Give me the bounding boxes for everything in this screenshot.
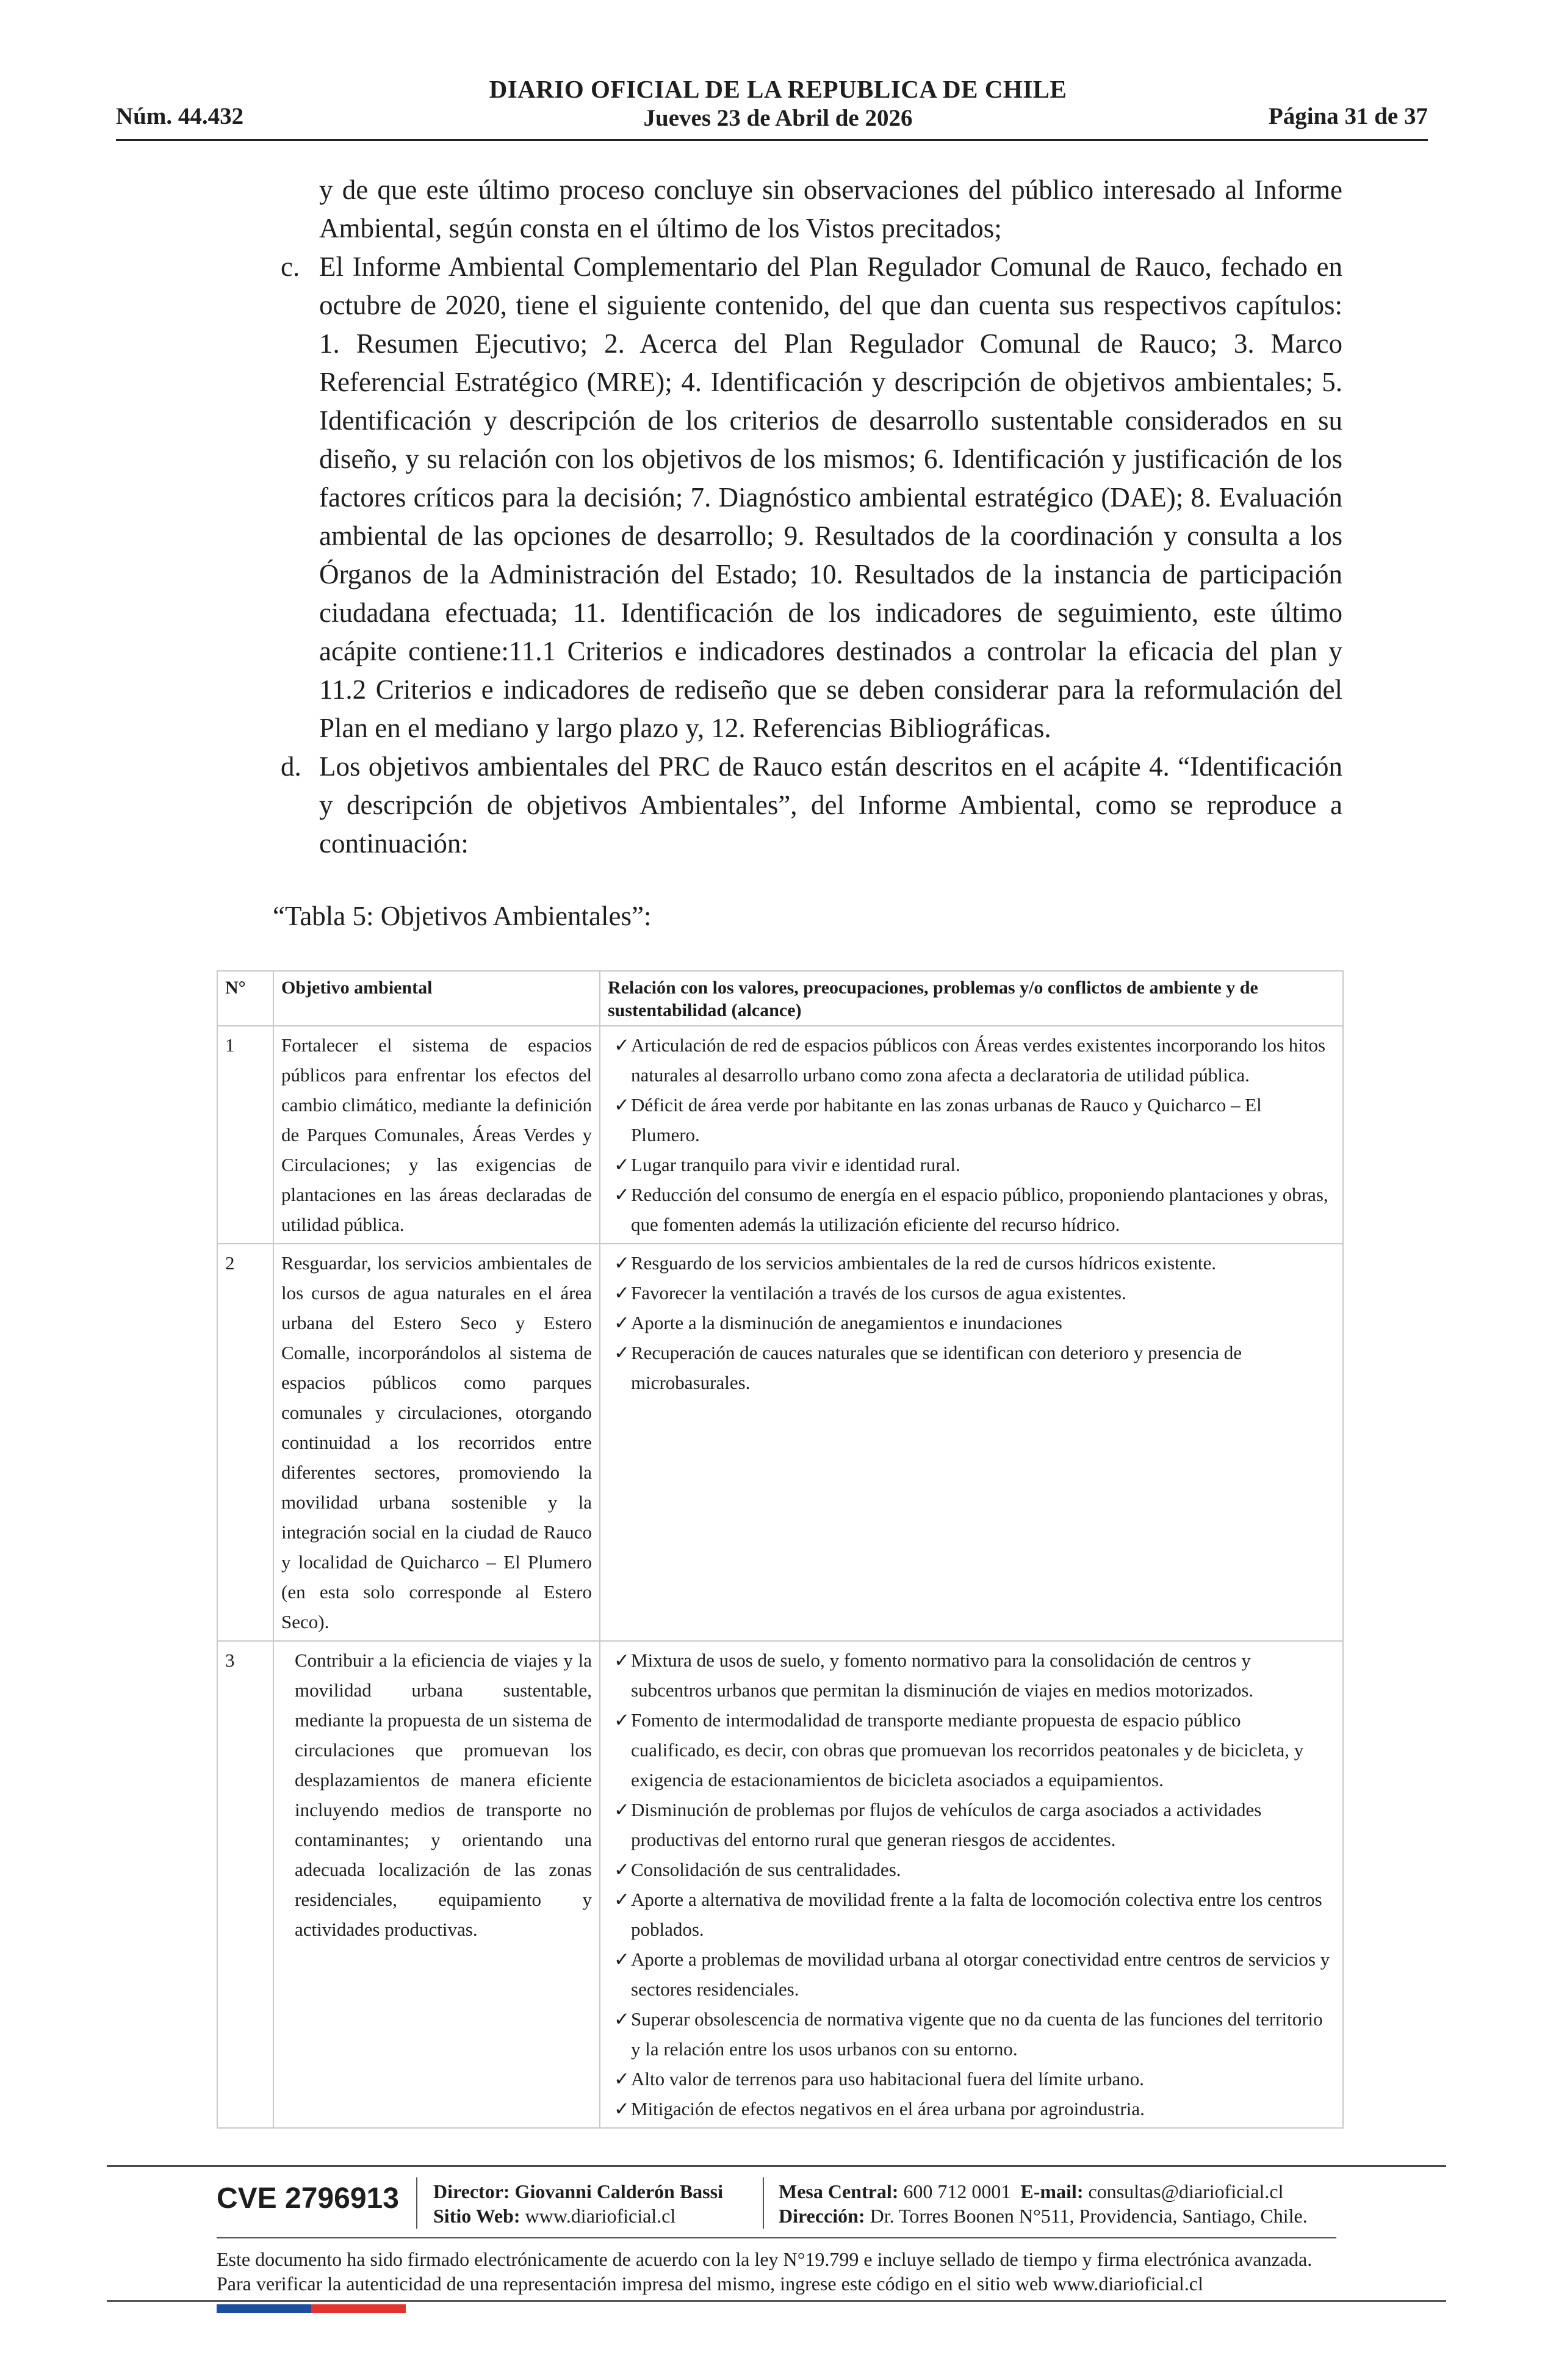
footer-divider-top [107,2165,1446,2167]
table-row [217,1244,1343,1641]
check-icon: ✓ [614,1949,630,1970]
row-objective: Contribuir a la eficiencia de viajes y la movilidad urbana sustentable, mediante la propuesta de un sistema de circulaciones que promuevan los desplazamientos de manera eficiente incluyendo medios de transporte no contaminantes; y orientando una adecuada localización de las zonas residenciales, equipamiento y actividades productivas. [273,1641,600,2128]
flag-stripe-blue [217,2304,311,2313]
objectives-table [217,970,1344,2129]
email-link[interactable]: consultas@diarioficial.cl [1088,2180,1284,2202]
list-item: ✓ Consolidación de sus centralidades. [608,1855,1335,1884]
list-item: ✓ Recuperación de cauces naturales que se identifican con deterioro y presencia de microbasurales. [608,1338,1335,1397]
site-label: Sitio Web: [433,2205,520,2227]
row-number: 2 [217,1244,273,1641]
check-icon: ✓ [614,1312,630,1333]
relation-list [608,1645,1335,2124]
relation-list [608,1030,1335,1239]
list-item: ✓ Disminución de problemas por flujos de vehículos de carga asociados a actividades productivas del entorno rural que generan riesgos de accidentes. [608,1795,1335,1855]
list-item: ✓ Fomento de intermodalidad de transporte mediante propuesta de espacio público cualificado, es decir, con obras que promuevan los recorridos peatonales y de bicicleta, y exigencia de estacionamientos de bicicleta asociados a equipamientos. [608,1705,1335,1795]
item-c-letter: c. [281,251,300,282]
check-icon: ✓ [614,1094,630,1116]
row-number: 1 [217,1026,273,1244]
publication-title: DIARIO OFICIAL DE LA REPUBLICA DE CHILE [489,75,1067,103]
list-item: ✓ Reducción del consumo de energía en el espacio público, proponiendo plantaciones y obras, que fomenten además la utilización eficiente del recurso hídrico. [608,1180,1335,1239]
check-icon: ✓ [614,1184,630,1205]
list-item: ✓ Aporte a alternativa de movilidad frente a la falta de locomoción colectiva entre los centros poblados. [608,1884,1335,1944]
continuation-text: y de que este último proceso concluye sin observaciones del público interesado al Informe Ambiental, según consta en el último de los Vistos precitados; [319,175,1342,243]
list-item: ✓ Aporte a la disminución de anegamientos e inundaciones [608,1308,1335,1338]
phone-label: Mesa Central: [779,2180,899,2202]
check-icon: ✓ [614,1154,630,1175]
cve-code: CVE 2796913 [217,2182,399,2215]
signature-notice: Este documento ha sido firmado electrónicamente de acuerdo con la ley N°19.799 e incluye sellado de tiempo y firma electrónica avanzada. Para verificar la autenticidad de una representación impresa del mismo, ingrese este código en el sitio web www.diarioficial.cl [217,2248,1313,2295]
header-relation: Relación con los valores, preocupaciones, problemas y/o conflictos de ambiente y de sustentabilidad (alcance) [600,971,1343,1026]
list-item: ✓ Mitigación de efectos negativos en el área urbana por agroindustria. [608,2094,1335,2124]
check-icon: ✓ [614,1034,630,1056]
footer-divider-bottom [107,2300,1446,2302]
list-item: ✓ Resguardo de los servicios ambientales de la red de cursos hídricos existente. [608,1248,1335,1278]
footer-director-block [433,2179,723,2228]
row-number: 3 [217,1641,273,2128]
list-item: ✓ Mixtura de usos de suelo, y fomento normativo para la consolidación de centros y subcentros urbanos que permitan la disminución de viajes en medios motorizados. [608,1645,1335,1705]
header-num: N° [217,971,273,1026]
check-icon: ✓ [614,1252,630,1274]
check-icon: ✓ [614,1859,630,1880]
header-objective: Objetivo ambiental [273,971,600,1026]
check-icon: ✓ [614,2068,630,2090]
check-icon: ✓ [614,2098,630,2119]
item-d-letter: d. [281,751,301,782]
item-d-text: Los objetivos ambientales del PRC de Rauco están descritos en el acápite 4. “Identificación y descripción de objetivos Ambientales”, del Informe Ambiental, como se reproduce a continuación: [319,751,1342,859]
address-label: Dirección: [779,2205,865,2227]
row-relation [600,1244,1343,1641]
document-body [262,171,1342,863]
director-name: Giovanni Calderón Bassi [514,2180,723,2202]
director-label: Director: [433,2180,510,2202]
list-item: ✓ Favorecer la ventilación a través de los cursos de agua existentes. [608,1278,1335,1308]
check-icon: ✓ [614,1282,630,1304]
flag-stripe-red [311,2304,406,2313]
check-icon: ✓ [614,1342,630,1363]
item-d [262,748,1342,863]
list-item: ✓ Aporte a problemas de movilidad urbana al otorgar conectividad entre centros de servicios y sectores residenciales. [608,1944,1335,2004]
check-icon: ✓ [614,1709,630,1731]
footer-separator [763,2177,764,2229]
row-objective: Resguardar, los servicios ambientales de los cursos de agua naturales en el área urbana del Estero Seco y Estero Comalle, incorporándolos al sistema de espacios públicos como parques comunales y circulaciones, otorgando continuidad a los recorridos entre diferentes sectores, promoviendo la movilidad urbana sostenible y la integración social en la ciudad de Rauco y localidad de Quicharco – El Plumero (en esta solo corresponde al Estero Seco). [273,1244,600,1641]
publication-date: Jueves 23 de Abril de 2026 [643,105,913,131]
list-item: ✓ Lugar tranquilo para vivir e identidad rural. [608,1150,1335,1180]
row-relation [600,1641,1343,2128]
page-number: Página 31 de 37 [1268,103,1428,129]
list-item: ✓ Alto valor de terrenos para uso habitacional fuera del límite urbano. [608,2064,1335,2094]
row-objective: Fortalecer el sistema de espacios públicos para enfrentar los efectos del cambio climático, mediante la definición de Parques Comunales, Áreas Verdes y Circulaciones; y las exigencias de plantaciones en las áreas declaradas de utilidad pública. [273,1026,600,1244]
item-c-text: El Informe Ambiental Complementario del Plan Regulador Comunal de Rauco, fechado en octubre de 2020, tiene el siguiente contenido, del que dan cuenta sus respectivos capítulos: 1. Resumen Ejecutivo; 2. Acerca del Plan Regulador Comunal de Rauco; 3. Marco Referencial Estratégico (MRE); 4. Identificación y descripción de objetivos ambientales; 5. Identificación y descripción de los criterios de desarrollo sustentable considerados en su diseño, y su relación con los objetivos de los mismos; 6. Identificación y justificación de los factores críticos para la decisión; 7. Diagnóstico ambiental estratégico (DAE); 8. Evaluación ambiental de las opciones de desarrollo; 9. Resultados de la coordinación y consulta a los Órganos de la Administración del Estado; 10. Resultados de la instancia de participación ciudadana efectuada; 11. Identificación de los indicadores de seguimiento, este último acápite contiene:11.1 Criterios e indicadores destinados a controlar la eficacia del plan y 11.2 Criterios e indicadores de rediseño que se deben considerar para la reformulación del Plan en el mediano y largo plazo y, 12. Referencias Bibliográficas. [319,251,1342,743]
check-icon: ✓ [614,1889,630,1910]
site-link[interactable]: www.diarioficial.cl [525,2205,676,2227]
address-value: Dr. Torres Boonen N°511, Providencia, Santiago, Chile. [870,2205,1308,2227]
continuation-paragraph [262,171,1342,248]
table-row [217,1641,1343,2128]
list-item: ✓ Déficit de área verde por habitante en las zonas urbanas de Rauco y Quicharco – El Plumero. [608,1090,1335,1150]
footer-separator [416,2177,417,2229]
check-icon: ✓ [614,1650,630,1671]
check-icon: ✓ [614,2008,630,2030]
header-divider [116,139,1428,141]
check-icon: ✓ [614,1799,630,1820]
issue-number: Núm. 44.432 [116,103,244,129]
table-header-row [217,971,1343,1026]
footer-contact-block [779,2179,1308,2228]
table-caption: “Tabla 5: Objetivos Ambientales”: [273,901,652,931]
phone-value: 600 712 0001 [903,2180,1011,2202]
relation-list [608,1248,1335,1397]
table-row [217,1026,1343,1244]
list-item: ✓ Articulación de red de espacios públicos con Áreas verdes existentes incorporando los hitos naturales al desarrollo urbano como zona afecta a declaratoria de utilidad pública. [608,1030,1335,1090]
email-label: E-mail: [1020,2180,1084,2202]
item-c [262,248,1342,748]
row-relation [600,1026,1343,1244]
footer-divider-middle [217,2237,1336,2238]
list-item: ✓ Superar obsolescencia de normativa vigente que no da cuenta de las funciones del territorio y la relación entre los usos urbanos con su entorno. [608,2004,1335,2064]
